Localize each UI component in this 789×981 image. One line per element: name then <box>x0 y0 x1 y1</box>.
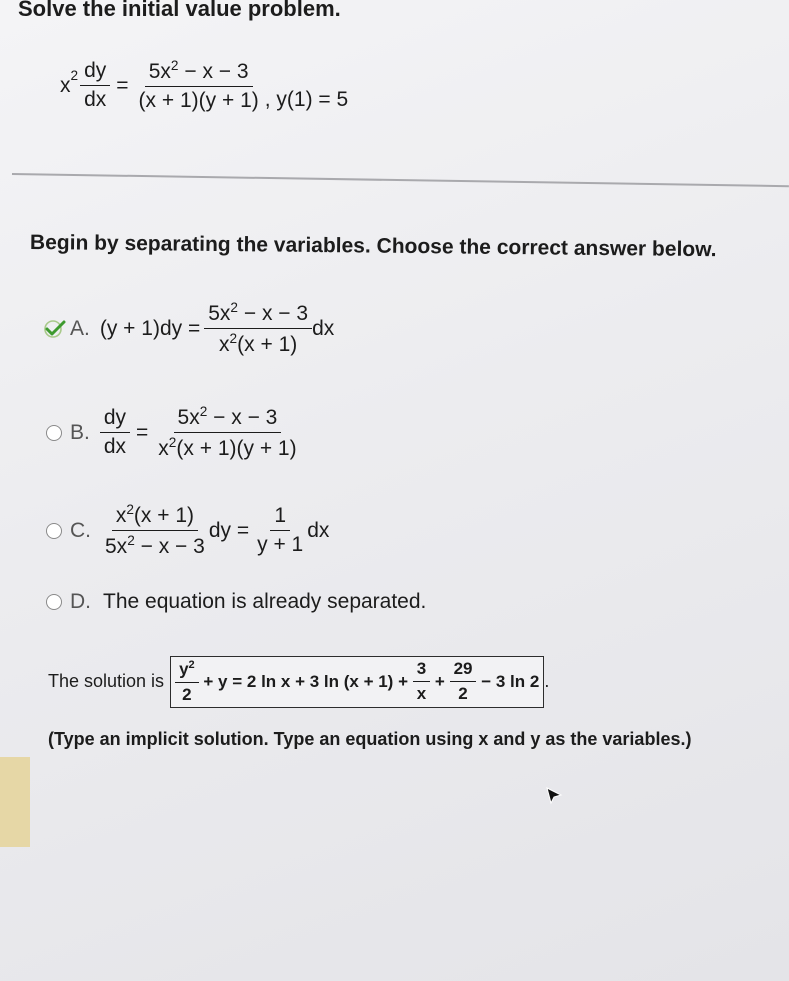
ode-lhs-num: dy <box>80 59 110 86</box>
option-c-radio[interactable] <box>46 523 62 539</box>
ode-equation: x $^2$ $\frac{dy}{dx}$ = $\frac{5x^2 - x - 3}{(x + 1)(y + 1)}$ , y(1) = 5 <box>60 58 349 112</box>
option-b-letter: B. <box>70 420 90 444</box>
option-a-fraction: $\frac{5x^2 - x - 3}{x^2(x + 1)}$ <box>204 300 312 357</box>
ode-lhs-exp: 2 <box>70 68 79 83</box>
option-a-lhs: (y + 1)dy = <box>99 316 201 340</box>
ode-lhs-den: dx <box>84 88 107 111</box>
option-a-check-icon <box>44 319 68 339</box>
option-c[interactable]: C. $\frac{x^2(x + 1)}{5x^2 - x - 3}$ dy = $\frac{1}{y + 1}$ dx <box>46 502 329 559</box>
solution-answer-box[interactable]: $\frac{y^2}{2}$ + y = 2 ln x + 3 ln (x + 1) + $\frac{3}{x}$ + $\frac{29}{2}$ − 3 ln 2 <box>170 656 544 708</box>
option-d[interactable] <box>46 590 426 614</box>
option-c-rhs-fraction: $\frac{1}{y + 1}$ <box>257 504 304 556</box>
left-edge-highlight <box>0 757 30 847</box>
solution-period: . <box>544 671 550 692</box>
option-c-letter: C. <box>70 518 91 542</box>
ode-rhs-fraction <box>135 58 263 113</box>
option-b-radio[interactable] <box>46 425 62 441</box>
option-a-letter: A. <box>70 316 90 340</box>
solution-frac-29-2: $\frac{29}{2}$ <box>450 659 477 704</box>
solution-frac-3-x: $\frac{3}{x}$ <box>413 659 430 704</box>
ode-rhs-num: $5x^2 - x - 3$ <box>145 58 253 87</box>
option-b[interactable]: B. $\frac{dy}{dx}$ = $\frac{5x^2 - x - 3}{x^2(x + 1)(y + 1)}$ <box>46 404 301 461</box>
option-a[interactable] <box>44 300 334 357</box>
ode-lhs-coef: x <box>60 73 71 97</box>
solution-y2-fraction: $\frac{y^2}{2}$ <box>175 659 199 705</box>
option-b-lhs-fraction: $\frac{dy}{dx}$ <box>100 406 130 459</box>
solution-line <box>48 656 549 708</box>
problem-title: Solve the initial value problem. <box>18 0 341 21</box>
option-d-letter: D. <box>70 590 91 613</box>
option-b-rhs-fraction: $\frac{5x^2 - x - 3}{x^2(x + 1)(y + 1)}$ <box>158 404 297 460</box>
option-a-tail: dx <box>312 316 335 340</box>
solution-hint: (Type an implicit solution. Type an equation using x and y as the variables.) <box>48 729 692 749</box>
section-divider <box>12 173 789 187</box>
option-d-text: The equation is already separated. <box>103 590 427 613</box>
ode-rhs-den: (x + 1)(y + 1) <box>138 89 259 112</box>
instruction-text: Begin by separating the variables. Choose the correct answer below. <box>29 231 717 262</box>
initial-condition: , y(1) = 5 <box>264 87 349 111</box>
ode-derivative-fraction <box>80 59 110 112</box>
option-d-radio[interactable] <box>46 594 62 610</box>
mouse-cursor-icon <box>545 786 565 811</box>
option-c-lhs-fraction: $\frac{x^2(x + 1)}{5x^2 - x - 3}$ <box>105 502 205 558</box>
solution-prefix: The solution is <box>48 671 165 692</box>
